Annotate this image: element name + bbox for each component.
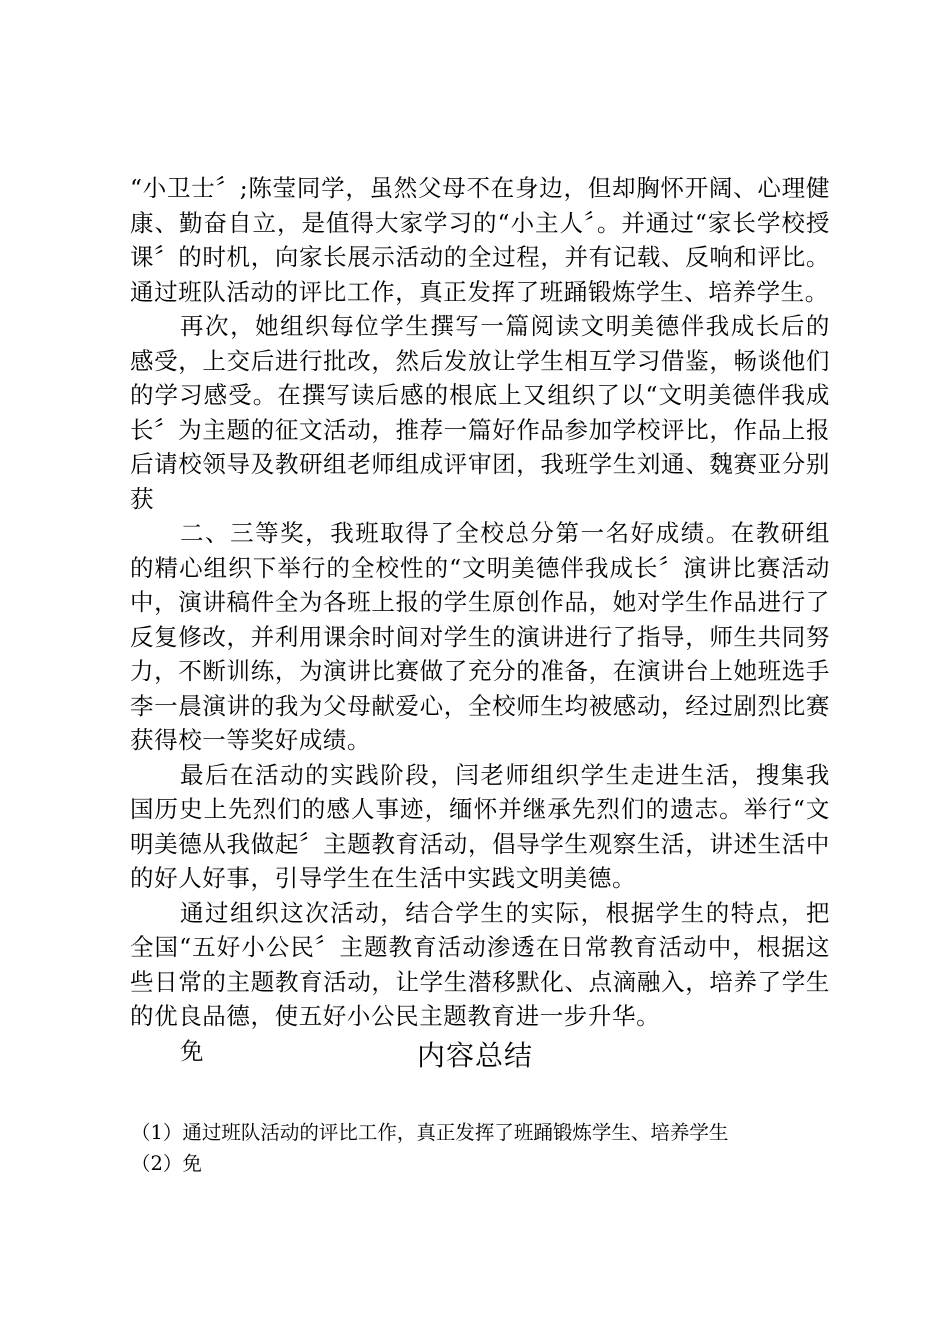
summary-item: （2）免 xyxy=(131,1152,202,1175)
document-body xyxy=(130,171,830,1068)
body-paragraph: 二、三等奖，我班取得了全校总分第一名好成绩。在教研组的精心组织下举行的全校性的“文明美德伴我成长〞演讲比赛活动中，演讲稿件全为各班上报的学生原创作品，她对学生作品进行了反复修改，并利用课余时间对学生的演讲进行了指导，师生共同努力，不断训练，为演讲比赛做了充分的准备，在演讲台上她班选手李一晨演讲的我为父母献爱心，全校师生均被感动，经过剧烈比赛获得校一等奖好成绩。 xyxy=(130,519,830,754)
body-paragraph: “小卫士〞;陈莹同学，虽然父母不在身边，但却胸怀开阔、心理健康、勤奋自立，是值得大家学习的“小主人〞。并通过“家长学校授课〞的时机，向家长展示活动的全过程，并有记载、反响和评比。通过班队活动的评比工作，真正发挥了班踊锻炼学生、培养学生。 xyxy=(130,174,830,306)
summary-item: （1）通过班队活动的评比工作，真正发挥了班踊锻炼学生、培养学生 xyxy=(131,1121,729,1144)
body-paragraph: 通过组织这次活动，结合学生的实际，根据学生的特点，把全国“五好小公民〞主题教育活动渗透在日常教育活动中，根据这些日常的主题教育活动，让学生潜移默化、点滴融入，培养了学生的优良品德，使五好小公民主题教育进一步升华。 xyxy=(130,898,830,1030)
body-paragraph: 再次，她组织每位学生撰写一篇阅读文明美德伴我成长后的感受，上交后进行批改，然后发放让学生相互学习借鉴，畅谈他们的学习感受。在撰写读后感的根底上又组织了以“文明美德伴我成长〞为主题的征文活动，推荐一篇好作品参加学校评比，作品上报后请校领导及教研组老师组成评审团，我班学生刘通、魏赛亚分别获 xyxy=(130,312,830,513)
body-paragraph: 免 xyxy=(180,1036,205,1065)
summary-heading: 内容总结 xyxy=(416,1039,533,1072)
summary-list xyxy=(131,1117,831,1179)
body-paragraph: 最后在活动的实践阶段，闫老师组织学生走进生活，搜集我国历史上先烈们的感人事迹，缅怀并继承先烈们的遗志。举行“文明美德从我做起〞主题教育活动，倡导学生观察生活，讲述生活中的好人好事，引导学生在生活中实践文明美德。 xyxy=(130,760,830,892)
